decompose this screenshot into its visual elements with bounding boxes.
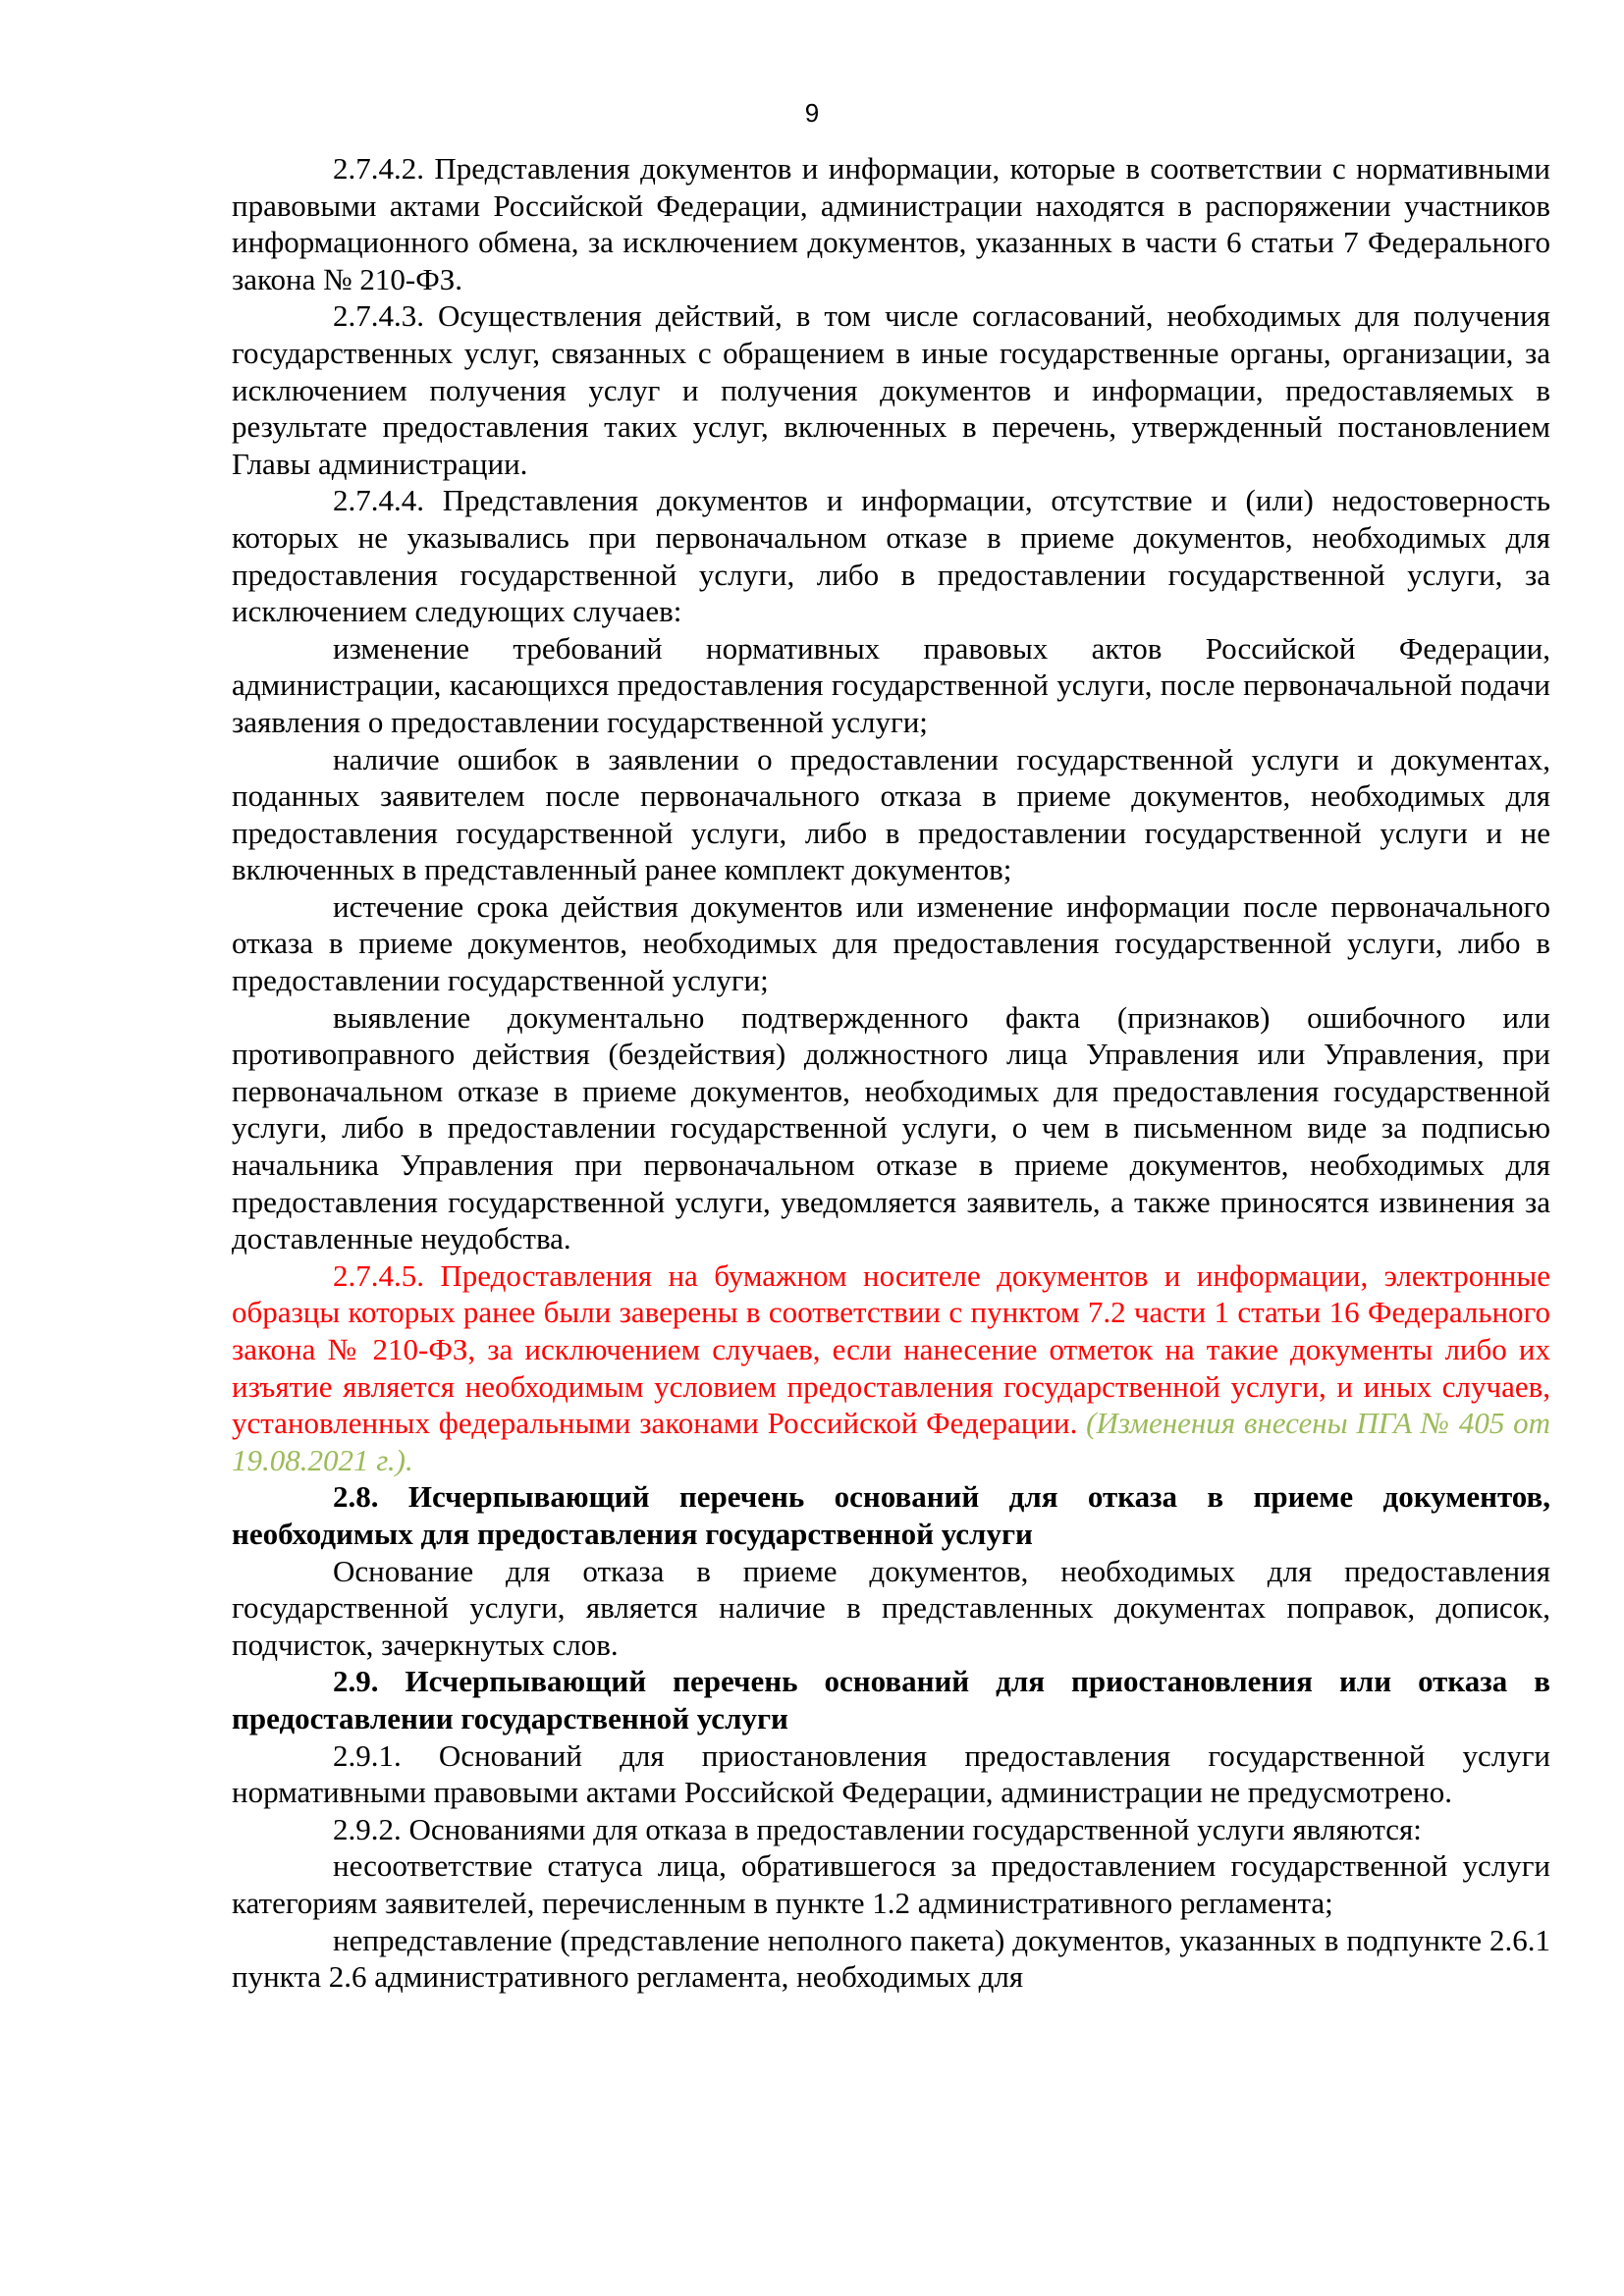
paragraph-2-9-2: 2.9.2. Основаниями для отказа в предоставлении государственной услуги являются:: [333, 1811, 1422, 1846]
exception-item-wrongful-action: выявление документально подтвержденного факта (признаков) ошибочного или противоправного действия (бездействия) должностного лица Управления или Управления, при первоначальном отказе в приеме документов, необходимых для предоставления государственной услуги, либо в предоставлении государственной услуги, о чем в письменном виде за подписью начальника Управления при первоначальном отказе в приеме документов, необходимых для предоставления государственной услуги, уведомляется заявитель, а также приносятся извинения за доставленные неудобства.: [232, 999, 1550, 1256]
refusal-reason-documents: непредставление (представление неполного пакета) документов, указанных в подпункте 2.6.1 пункта 2.6 административного регламента, необходимых для: [232, 1922, 1550, 1995]
paragraph-2-9-1: 2.9.1. Оснований для приостановления предоставления государственной услуги нормативными правовыми актами Российской Федерации, администрации не предусмотрено.: [232, 1737, 1550, 1810]
amended-text: 2.7.4.5. Предоставления на бумажном носителе документов и информации, электронные образцы которых ранее были заверены в соответствии с пунктом 7.2 части 1 статьи 16 Федерального закона № 210-ФЗ, за исключением случаев, если нанесение отметок на такие документы либо их изъятие является необходимым условием предоставления государственной услуги, и иных случаев, установленных федеральными законами Российской Федерации.: [232, 1257, 1550, 1441]
amendment-note: (Изменения внесены ПГА № 405 от 19.08.2021 г.).: [232, 1406, 1551, 1477]
document-body: [232, 150, 1550, 1996]
paragraph-2-7-4-3: 2.7.4.3. Осуществления действий, в том числе согласований, необходимых для получения государственных услуг, связанных с обращением в иные государственные органы, организации, за исключением получения услуг и получения документов и информации, предоставляемых в результате предоставления таких услуг, включенных в перечень, утвержденный постановлением Главы администрации.: [232, 298, 1550, 481]
page-number: 9: [804, 98, 820, 128]
section-2-9-heading: 2.9. Исчерпывающий перечень оснований для приостановления или отказа в предоставлении государственной услуги: [232, 1664, 1550, 1735]
exception-item-expiry: истечение срока действия документов или изменение информации после первоначального отказа в приеме документов, необходимых для предоставления государственной услуги, либо в предоставлении государственной услуги;: [232, 888, 1550, 998]
paragraph-2-7-4-2: 2.7.4.2. Представления документов и информации, которые в соответствии с нормативными правовыми актами Российской Федерации, администрации находятся в распоряжении участников информационного обмена, за исключением документов, указанных в части 6 статьи 7 Федерального закона № 210-ФЗ.: [232, 151, 1550, 296]
section-2-8-text: Основание для отказа в приеме документов, необходимых для предоставления государственной услуги, является наличие в представленных документах поправок, дописок, подчисток, зачеркнутых слов.: [232, 1553, 1550, 1662]
refusal-reason-status: несоответствие статуса лица, обратившегося за предоставлением государственной услуги категориям заявителей, перечисленным в пункте 1.2 административного регламента;: [232, 1848, 1550, 1920]
paragraph-2-7-4-4: 2.7.4.4. Представления документов и информации, отсутствие и (или) недостоверность которых не указывались при первоначальном отказе в приеме документов, необходимых для предоставления государственной услуги, либо в предоставлении государственной услуги, за исключением следующих случаев:: [232, 483, 1550, 629]
section-2-8-heading: 2.8. Исчерпывающий перечень оснований для отказа в приеме документов, необходимых для предоставления государственной услуги: [232, 1479, 1550, 1551]
paragraph-2-7-4-5: [232, 1257, 1550, 1479]
exception-item-requirements-change: изменение требований нормативных правовых актов Российской Федерации, администрации, касающихся предоставления государственной услуги, после первоначальной подачи заявления о предоставлении государственной услуги;: [232, 630, 1550, 739]
exception-item-errors: наличие ошибок в заявлении о предоставлении государственной услуги и документах, поданных заявителем после первоначального отказа в приеме документов, необходимых для предоставления государственной услуги, либо в предоставлении государственной услуги и не включенных в представленный ранее комплект документов;: [232, 741, 1550, 887]
